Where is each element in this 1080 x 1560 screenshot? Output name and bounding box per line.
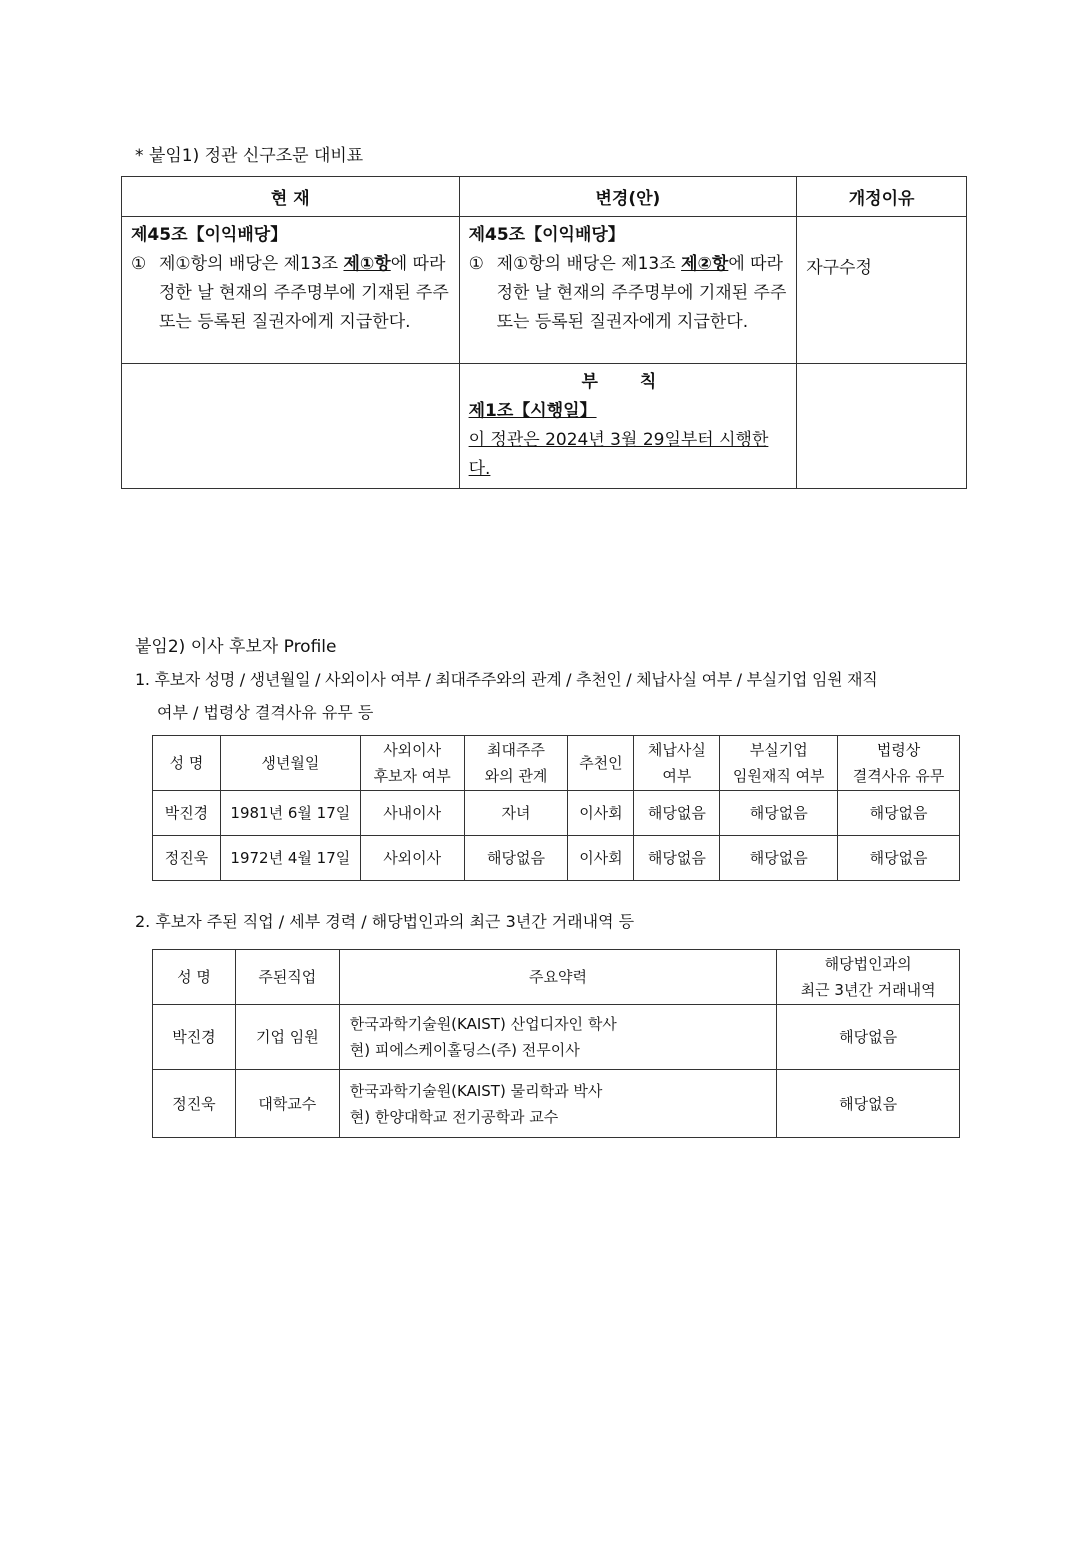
header-current: 현 재: [122, 177, 460, 217]
table-row: [122, 217, 967, 364]
table-row: [122, 364, 967, 489]
cell-main-job: 대학교수: [235, 1070, 339, 1138]
header-insolvent-firm: 부실기업 임원재직 여부: [720, 736, 838, 791]
proposed-paragraph: [469, 250, 788, 337]
section1-title: 1. 후보자 성명 / 생년월일 / 사외이사 여부 / 최대주주와의 관계 / 추천인 / 체납사실 여부 / 부실기업 임원 재직: [135, 670, 878, 689]
current-cell: [122, 217, 460, 364]
cell-birthdate: 1981년 6월 17일: [220, 791, 360, 836]
articles-comparison-table: [121, 176, 967, 489]
cell-relation: 자녀: [464, 791, 568, 836]
cell-name: 정진욱: [153, 836, 221, 881]
current-paragraph: [131, 250, 450, 337]
cell-name: 박진경: [153, 791, 221, 836]
paragraph-mark: ①: [468, 254, 484, 274]
table-row: [153, 1070, 960, 1138]
table-row: [153, 791, 960, 836]
cell-disqualification: 해당없음: [838, 836, 960, 881]
table-row: [153, 1005, 960, 1070]
empty-cell: [797, 364, 967, 489]
cell-tax-arrears: 해당없음: [634, 791, 720, 836]
header-name: 성 명: [153, 950, 236, 1005]
header-transactions: 해당법인과의 최근 3년간 거래내역: [777, 950, 960, 1005]
cell-recommender: 이사회: [568, 836, 634, 881]
section1-title-cont: 여부 / 법령상 결격사유 유무 등: [157, 703, 374, 722]
table-header-row: [153, 950, 960, 1005]
cell-main-job: 기업 임원: [235, 1005, 339, 1070]
proposed-cell: [459, 217, 797, 364]
header-career: 주요약력: [339, 950, 776, 1005]
current-article-title: 제45조【이익배당】: [131, 225, 288, 245]
header-tax-arrears: 체납사실 여부: [634, 736, 720, 791]
cell-name: 박진경: [153, 1005, 236, 1070]
header-reason: 개정이유: [797, 177, 967, 217]
cell-birthdate: 1972년 4월 17일: [220, 836, 360, 881]
attachment2-caption: 붙임2) 이사 후보자 Profile: [135, 637, 337, 657]
proposed-text-after: 에 따라 정한 날 현재의 주주명부에 기재된 주주 또는 등록된 질권자에게 지급한다.: [496, 254, 787, 332]
paragraph-mark: ①: [131, 254, 147, 274]
candidate-profile-table: [152, 735, 960, 881]
empty-cell: [122, 364, 460, 489]
cell-transactions: 해당없음: [777, 1005, 960, 1070]
table-row: [153, 836, 960, 881]
addendum-title: 부 칙: [581, 372, 675, 392]
cell-career: 한국과학기술원(KAIST) 물리학과 박사 현) 한양대학교 전기공학과 교수: [339, 1070, 776, 1138]
addendum-text: 이 정관은 2024년 3월 29일부터 시행한다.: [468, 430, 769, 479]
cell-insolvent-firm: 해당없음: [720, 836, 838, 881]
cell-name: 정진욱: [153, 1070, 236, 1138]
header-recommender: 추천인: [568, 736, 634, 791]
cell-recommender: 이사회: [568, 791, 634, 836]
proposed-text-emph: 제②항: [681, 254, 729, 274]
header-name: 성 명: [153, 736, 221, 791]
addendum-cell: [459, 364, 797, 489]
current-text-before: 제①항의 배당은 제13조: [159, 254, 344, 274]
attachment1-caption: * 붙임1) 정관 신구조문 대비표: [135, 146, 364, 166]
proposed-article-title: 제45조【이익배당】: [468, 225, 625, 245]
header-relation: 최대주주 와의 관계: [464, 736, 568, 791]
header-proposed: 변경(안): [459, 177, 797, 217]
cell-relation: 해당없음: [464, 836, 568, 881]
header-main-job: 주된직업: [235, 950, 339, 1005]
cell-director-type: 사외이사: [360, 836, 464, 881]
table-header-row: [153, 736, 960, 791]
reason-cell: 자구수정: [797, 217, 967, 364]
header-disqualification: 법령상 결격사유 유무: [838, 736, 960, 791]
cell-insolvent-firm: 해당없음: [720, 791, 838, 836]
section2-title: 2. 후보자 주된 직업 / 세부 경력 / 해당법인과의 최근 3년간 거래내역 등: [135, 912, 635, 931]
cell-disqualification: 해당없음: [838, 791, 960, 836]
candidate-career-table: [152, 949, 960, 1138]
cell-tax-arrears: 해당없음: [634, 836, 720, 881]
proposed-text-before: 제①항의 배당은 제13조: [496, 254, 682, 274]
cell-director-type: 사내이사: [360, 791, 464, 836]
current-text-after: 에 따라 정한 날 현재의 주주명부에 기재된 주주 또는 등록된 질권자에게 지급한다.: [159, 254, 449, 332]
table-header-row: [122, 177, 967, 217]
cell-transactions: 해당없음: [777, 1070, 960, 1138]
header-outside-director: 사외이사 후보자 여부: [360, 736, 464, 791]
addendum-article: 제1조【시행일】: [468, 401, 597, 421]
header-birthdate: 생년월일: [220, 736, 360, 791]
current-text-emph: 제①항: [343, 254, 391, 274]
cell-career: 한국과학기술원(KAIST) 산업디자인 학사 현) 피에스케이홀딩스(주) 전무이사: [339, 1005, 776, 1070]
